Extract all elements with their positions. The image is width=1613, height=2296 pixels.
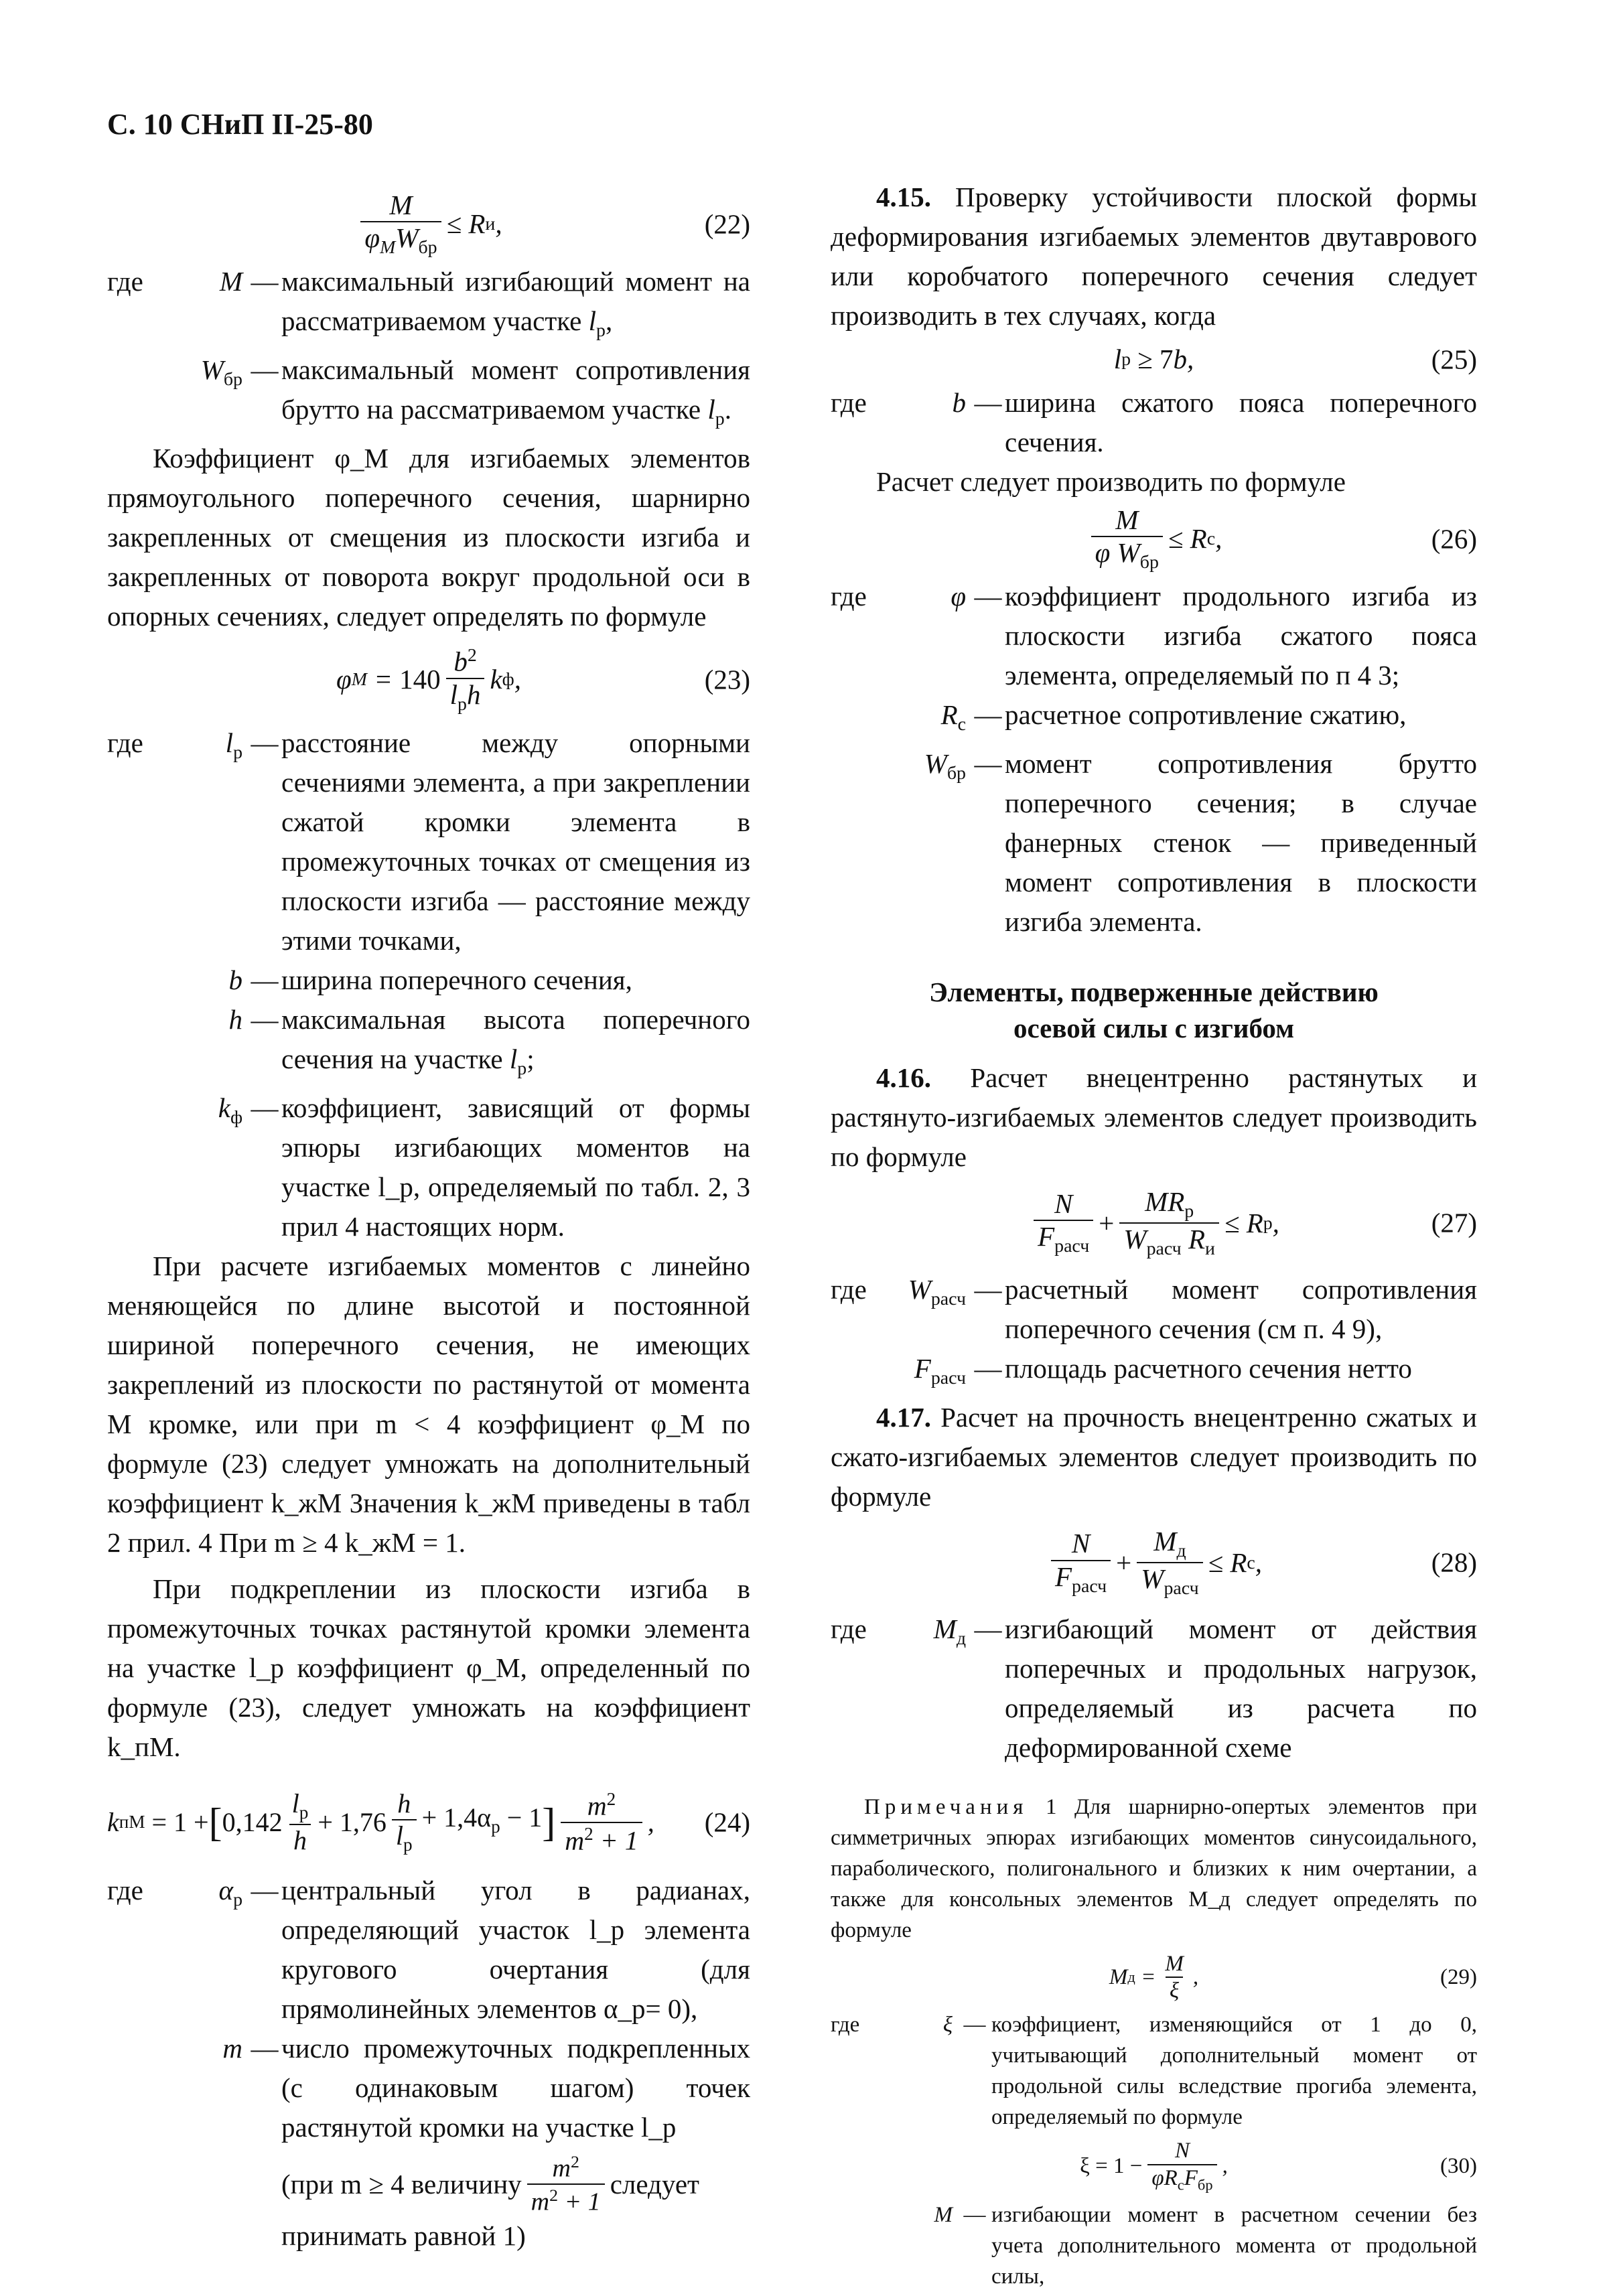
formula-number: (29) <box>1440 1965 1477 1990</box>
section-title: Элементы, подверженные действию осевой силы с изгибом <box>929 976 1379 1044</box>
formula-number: (25) <box>1431 344 1477 374</box>
formula-number: (23) <box>704 664 750 695</box>
definition-list: где $l_р$ — расстояние между опорными сечениями элемента, а при закреплении сжатой кромки элемента в промежуточных точках от смещения из плоскости изгиба — расстояние между этими точками, b — ширина поперечного сечения, h — максимальная высота поперечного сечения на участке $l_р$; $k_ф$ — коэффициент, зависящий от формы эпюры изгибающих моментов на участке l_p, определяемый по табл. 2, 3 прил 4 настоящих норм. <box>107 727 750 1242</box>
formula-23: φ M = 140 $\frac{b^2}{l_рh}$ k ф , (23) <box>336 644 750 715</box>
paragraph: Коэффициент φ_M для изгибаемых элементов прямоугольного поперечного сечения, шарнирно закрепленных от смещения из плоскости изгиба и закрепленных от поворота вокруг продольной оси в опорных сечениях, следует определять по формуле <box>107 442 750 632</box>
formula-number: (30) <box>1440 2153 1477 2178</box>
definition-list: где $W_{расч}$ — расчетный момент сопротивления поперечного сечения (см п. 4 9), $F_{расч}$ — площадь расчетного сечения нетто <box>831 1273 1477 1388</box>
paragraph: 4.16. Расчет внецентренно растянутых и растянуто-изгибаемых элементов следует производить по формуле <box>831 1062 1478 1172</box>
paragraph: При расчете изгибаемых моментов с линейно меняющейся по длине высотой и постоянной шириной поперечного сечения, не имеющих закреплений из плоскости по растянутой от момента M кромке, или при m < 4 коэффициент φ_M по формуле (23) следует умножать на дополнительный коэффициент k_жM Значения k_жM приведены в табл 2 прил. 4 При m ≥ 4 k_жM = 1. <box>107 1250 750 1559</box>
page-header: С. 10 СНиП II-25-80 <box>107 108 373 141</box>
paragraph: Расчет следует производить по формуле <box>876 466 1346 497</box>
definition-list: где φ — коэффициент продольного изгиба из плоскости изгиба сжатого пояса элемента, определяемый по п 4 3; $R_с$ — расчетное сопротивление сжатию, $W_{бр}$ — момент сопротивления брутто поперечного сечения; в случае фанерных стенок — приведенный момент сопротивления в плоскости изгиба элемента. <box>831 580 1477 937</box>
definition-list: где $\alpha_р$ — центральный угол в радианах, определяющий участок l_p элемента кругового очертания (для прямолинейных элементов α_p= 0), m — число промежуточных подкрепленных (с одинаковым шагом) точек растянутой кромки на участке l_p (при m ≥ 4 величину $\frac{m^2}{m^2 + 1}$ следует принимать равной 1) <box>107 1874 750 2251</box>
definition-list: M — изгибающии момент в расчетном сечении без учета дополнительного момента от продольной силы, <box>934 2202 1477 2289</box>
right-column <box>831 177 1477 2292</box>
paragraph: При подкреплении из плоскости изгиба в промежуточных точках растянутой кромки элемента на участке l_p коэффициент φ_M, определенный по формуле (23), следует умножать на коэффициент k_пM. <box>107 1573 750 1763</box>
formula-29: M д = $\frac{M}{\xi}$ , (29) <box>1109 1951 1477 2003</box>
formula-28: $\frac{N}{F_{расч}}$ + $\frac{M_д}{W_{расч}}$ ≤ R с , (28) <box>831 1527 1477 1599</box>
formula-22: $\frac{M}{\varphi_MW_{бр}}$ ≤ R и , (22) <box>107 191 750 258</box>
definition-list: где $M_д$ — изгибающий момент от действия поперечных и продольных нагрузок, определяемый из расчета по деформированной схеме <box>831 1613 1477 1763</box>
paragraph: 4.15. Проверку устойчивости плоской формы деформирования изгибаемых элементов двутаврового или коробчатого поперечного сечения следует производить в тех случаях, когда <box>831 182 1477 331</box>
definition-list: где ξ — коэффициент, изменяющийся от 1 до 0, учитывающий дополнительный момент от продольной силы вследствие прогиба элемента, определяемый по формуле <box>831 2012 1477 2129</box>
formula-27: $\frac{N}{F_{расч}}$ + $\frac{MR_р}{W_{расч} R_и}$ ≤ R р , (27) <box>831 1188 1477 1259</box>
paragraph: 4.17. Расчет на прочность внецентренно сжатых и сжато-изгибаемых элементов следует производить по формуле <box>831 1401 1477 1512</box>
formula-30: ξ = 1 − $\frac{N}{\varphi R_сF_{бр}}$ , (30) <box>1080 2138 1477 2194</box>
formula-number: (26) <box>1431 523 1477 555</box>
definition-list: где M — максимальный изгибающий момент на рассматриваемом участке $l_р$, $W_{бр}$ — максимальный момент сопротивления брутто на рассматриваемом участке $l_р$. <box>107 265 750 429</box>
left-column <box>107 177 750 2256</box>
formula-number: (27) <box>1431 1207 1477 1238</box>
formula-26: $\frac{M}{\varphi W_{бр}}$ ≤ R с , (26) <box>831 506 1477 573</box>
formula-number: (24) <box>704 1806 750 1838</box>
note-block <box>831 1792 1477 2292</box>
formula-number: (28) <box>1431 1547 1477 1578</box>
note-paragraph: Примечания 1 Для шарнирно-опертых элементов при симметричных эпюрах изгибающих моментов синусоидального, параболического, полигонального и близких к ним очертании, а также для консольных элементов M_д следует определять по формуле <box>831 1794 1477 1942</box>
formula-24: k пM = 1 + [ 0,142 $\frac{l_р}{h}$ + 1,76 $\frac{h}{l_р}$ + $1,4\alpha_р - 1$ ] $\frac{m^2}{m^2 + 1}$ , (24) <box>107 1788 750 1855</box>
definition-list: где b — ширина сжатого пояса поперечного сечения. <box>831 387 1477 457</box>
formula-number: (22) <box>704 208 750 240</box>
formula-25: l р ≥ 7 b, (25) <box>831 340 1477 379</box>
